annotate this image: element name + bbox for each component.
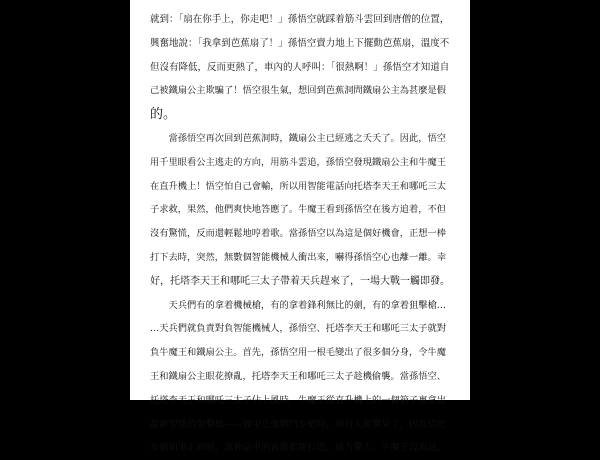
text-line: 用千里眼看公主逃走的方向，用筋斗雲追，孫悟空發現鐵扇公主和牛魔王 — [150, 156, 446, 168]
text-line: 在直升機上！悟空怕自己會輸，所以用智能電話向托塔李天王和哪吒三太 — [150, 180, 446, 192]
text-line: 打下去時，突然，無數個智能機械人衝出來，嚇得孫悟空心也離一離。幸 — [150, 251, 446, 263]
text-line: 興奮地說：「我拿到芭蕉扇了！」孫悟空賣力地上下擺動芭蕉扇，溫度不 — [150, 37, 450, 49]
text-line: 的。 — [150, 107, 177, 123]
text-line: 沒有驚慌，反而還輕鬆地哼着歌。當孫悟空以為這是個好機會，正想一棒 — [150, 228, 446, 240]
text-line: 托塔李天王和哪吒三太子佔上風時，牛魔王從直升機上的一個箱子裏拿出 — [150, 394, 446, 406]
text-line: 天兵們有的拿着機械槍，有的拿着鋒利無比的劍，有的拿着狙擊槍… — [150, 299, 446, 311]
text-line: 王和鐵扇公主眼花撩亂，托塔李天王和哪吒三太子趁機偷襲。當孫悟空、 — [150, 370, 446, 382]
text-line: 就到：「扇在你手上，你走吧！」孫悟空就踩着筋斗雲回到唐僧的位置， — [150, 14, 450, 25]
text-line: 好，托塔李天王和哪吒三太子帶着天兵趕來了，一場大戰一觸即發。 — [150, 275, 450, 287]
text-line: 負牛魔王和鐵扇公主。首先，孫悟空用一根毛變出了很多個分身，令牛魔 — [150, 347, 446, 359]
text-line: 子求救，果然，他們爽快地答應了。牛魔王看到孫悟空在後方追着，不但 — [150, 204, 446, 216]
text-line: 最新型號的射擊槍——強中之強戰鬥步槍時，所有人都驚呆了，因為這把 — [150, 418, 446, 430]
text-line: 步槍如果正面射，連神話中的宙斯都能打敗，威力驚人。牛魔王沒說話， — [150, 442, 446, 454]
text-line: …天兵們就負責對負智能機械人，孫悟空、托塔李天王和哪吒三太子就對 — [150, 323, 446, 335]
story-text — [150, 8, 450, 460]
document-page — [130, 0, 470, 454]
text-line: 當孫悟空再次回到芭蕉洞時，鐵扇公主已經逃之夭夭了。因此，悟空 — [150, 132, 446, 144]
text-line: 但沒有降低，反而更熱了，車內的人呼叫：「很熱啊！」孫悟空才知道自 — [150, 61, 450, 73]
text-line: 己被鐵扇公主欺騙了！悟空很生氣，想回到芭蕉洞問鐵扇公主為甚麼是假 — [150, 85, 446, 97]
